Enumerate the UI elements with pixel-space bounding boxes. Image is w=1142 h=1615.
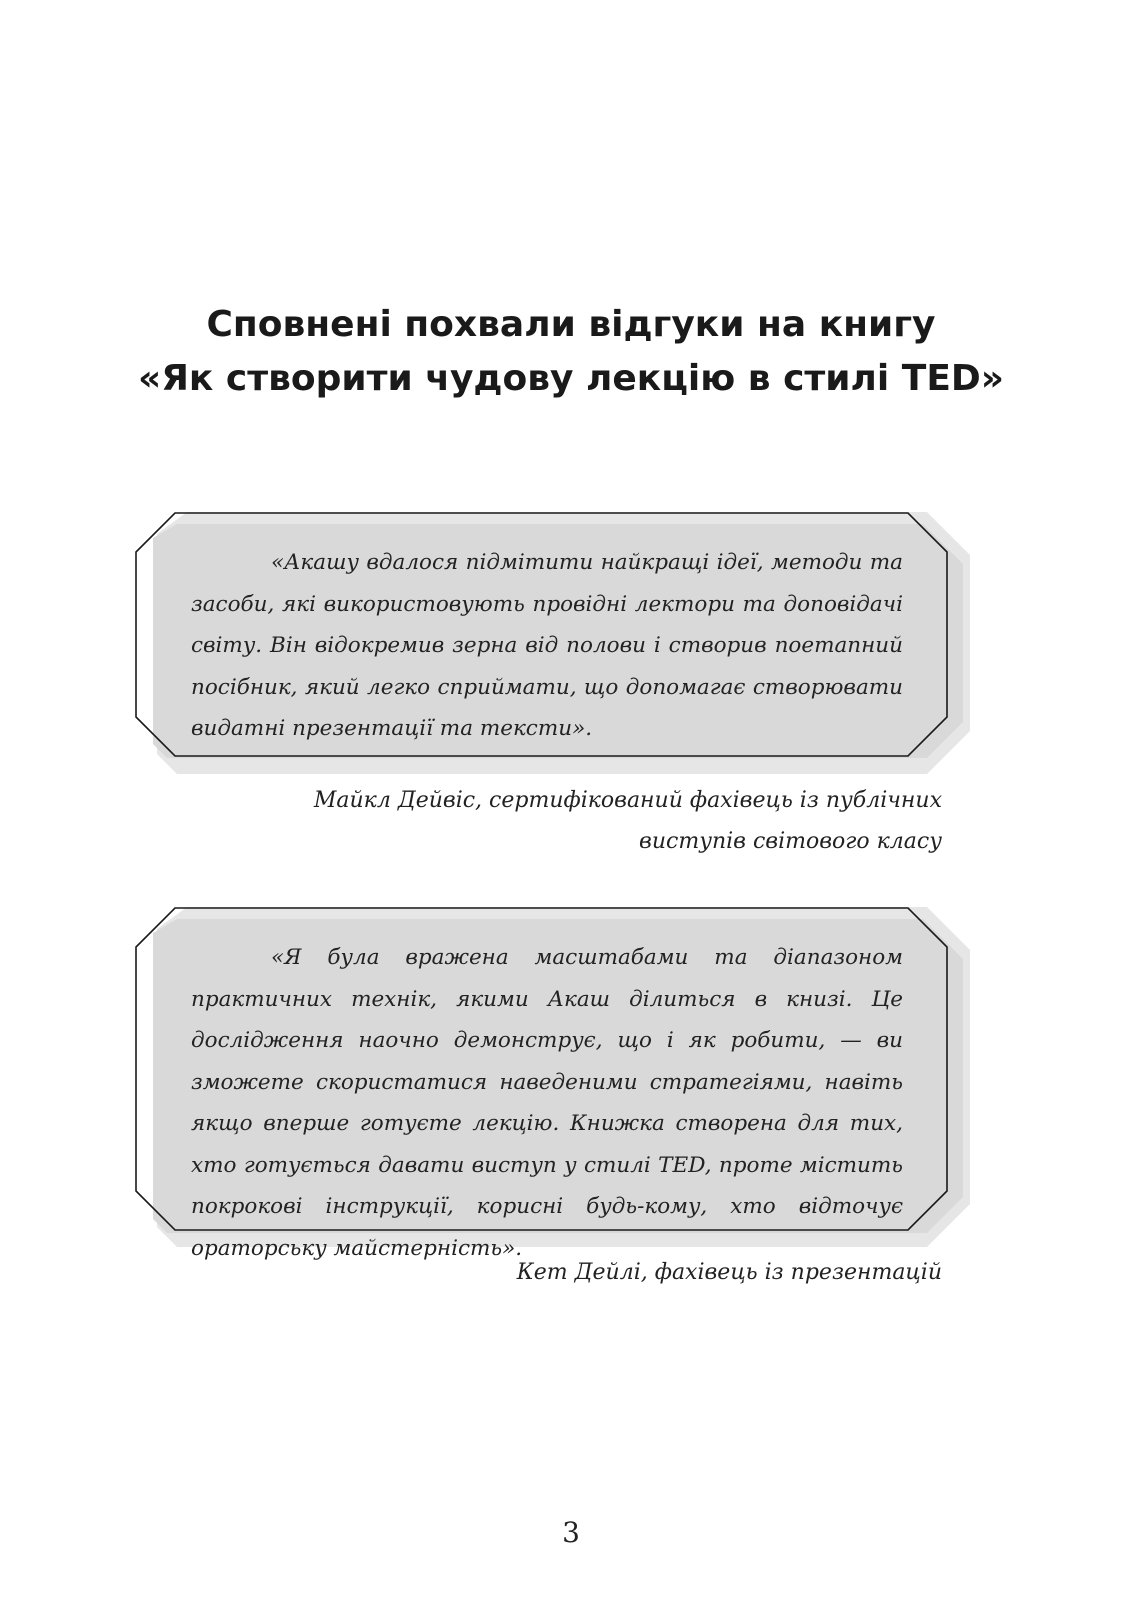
- testimonial-author-2: [517, 1252, 942, 1293]
- page-number: 3: [562, 1516, 580, 1549]
- testimonial-box-2: [135, 907, 970, 1261]
- testimonial-quote-1: «Акашу вдалося підмітити найкращі ідеї, методи та засоби, які використовують провідні лектори та доповідачі світу. Він відокремив зерна від полови і створив поетапний посібник, який легко сприймати, що допомагає створювати видатні презентації та тексти».: [191, 550, 903, 741]
- testimonial-author-1: [314, 780, 942, 862]
- testimonial-box-1: [135, 512, 970, 774]
- page-title-line-1: Сповнені похвали відгуки на книгу: [206, 304, 936, 345]
- testimonial-author-1-line-2: виступів світового класу: [639, 829, 942, 854]
- page-title: [0, 298, 1142, 406]
- testimonial-author-2-line-1: Кет Дейлі, фахівець із презентацій: [516, 1260, 942, 1285]
- testimonial-author-1-line-1: Майкл Дейвіс, сертифікований фахівець із публічних: [313, 788, 942, 813]
- page-title-line-2: «Як створити чудову лекцію в стилі TED»: [137, 358, 1005, 399]
- testimonial-quote-2: «Я була вражена масштабами та діапазоном практичних технік, якими Акаш ділиться в книзі. Це дослідження наочно демонструє, що і як робити, — ви зможете скористатися наведеними стратегіями, навіть якщо вперше готуєте лекцію. Книжка створена для тих, хто готується давати виступ у стилі TED, проте містить покрокові інструкції, корисні будь-кому, хто відточує ораторську майстерність».: [191, 945, 903, 1261]
